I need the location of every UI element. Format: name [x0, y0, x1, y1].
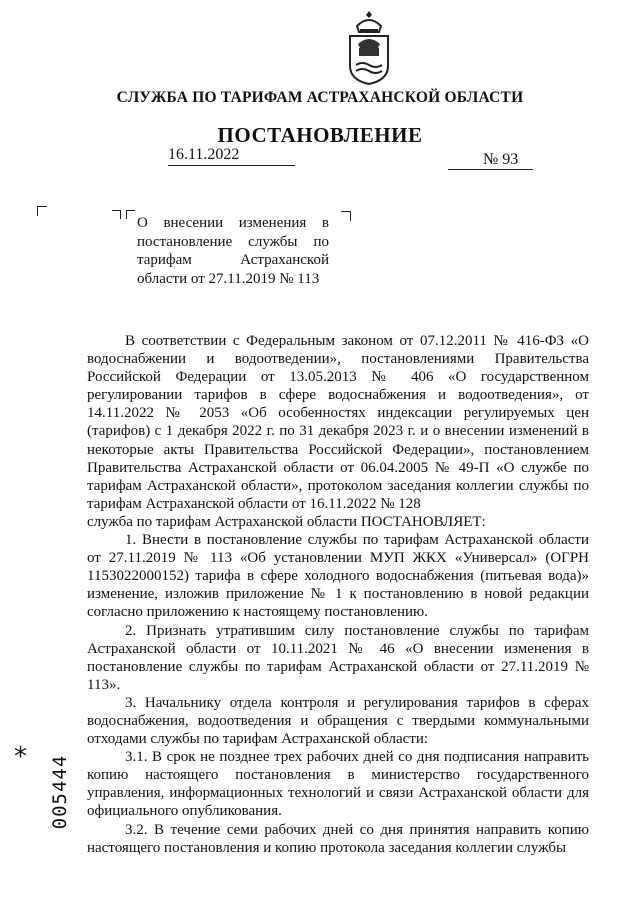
item-paragraph-3-2: 3.2. В течение семи рабочих дней со дня принятия направить копию настоящего постановления и копию протокола заседания коллегии службы: [87, 821, 589, 856]
bracket-corner-left: [37, 206, 47, 216]
preamble-paragraph: В соответствии с Федеральным законом от 07.12.2011 № 416-ФЗ «О водоснабжении и водоотведении», постановлениями Правительства Российской Федерации от 13.05.2013 № 406 «О государственном регулировании тарифов в сфере водоснабжения и водоотведения», от 14.11.2022 № 2053 «Об особенностях индексации регулируемых цен (тарифов) с 1 декабря 2022 г. по 31 декабря 2023 г. и о внесении изменений в некоторые акты Правительства Российской Федерации», постановлением Правительства Астраханской области от 06.04.2005 № 49-П «О службе по тарифам Астраханской области», протоколом заседания коллегии службы по тарифам Астраханской области от 16.11.2022 № 128: [87, 333, 589, 512]
organization-name: СЛУЖБА ПО ТАРИФАМ АСТРАХАНСКОЙ ОБЛАСТИ: [116, 89, 524, 106]
bracket-corner-mid-left: [126, 210, 135, 219]
bracket-corner-mid-right: [112, 210, 121, 219]
bracket-corner-right: [341, 211, 351, 221]
document-body: [87, 332, 589, 857]
item-paragraph-3: 3. Начальнику отдела контроля и регулирования тарифов в сферах водоснабжения, водоотведения и обращения с твердыми коммунальными отходами службы по тарифам Астраханской области:: [87, 694, 589, 748]
item-paragraph-2: 2. Признать утратившим силу постановление службы по тарифам Астраханской области от 10.11.2021 № 46 «О внесении изменения в постановление службы по тарифам Астраханской области от 27.11.2019 № 113».: [87, 622, 589, 693]
coat-of-arms-emblem: [343, 10, 395, 86]
side-stamp-number: 005444: [49, 754, 71, 830]
item-paragraph-1: 1. Внести в постановление службы по тарифам Астраханской области от 27.11.2019 № 113 «Об установлении МУП ЖКХ «Универсал» (ОГРН 1153022000152) тарифа в сфере холодного водоснабжения (питьевая вода)» изменение, изложив приложение № 1 к постановлению в новой редакции согласно приложению к настоящему постановлению.: [87, 532, 589, 621]
date-underline: [168, 165, 295, 166]
item-paragraph-3-1: 3.1. В срок не позднее трех рабочих дней со дня подписания направить копию настоящего постановления в министерство государственного управления, информационных технологий и связи Астраханской области для официального опубликования.: [87, 749, 589, 820]
document-subject: О внесении изменения в постановление службы по тарифам Астраханской области от 27.11.2019 № 113: [137, 215, 329, 287]
document-date: 16.11.2022: [168, 146, 240, 163]
document-title: ПОСТАНОВЛЕНИЕ: [217, 123, 423, 147]
document-number: № 93: [483, 151, 519, 168]
number-underline: [448, 169, 533, 170]
side-stamp-asterisk: *: [14, 742, 27, 772]
decree-paragraph: служба по тарифам Астраханской области ПОСТАНОВЛЯЕТ:: [87, 513, 486, 530]
